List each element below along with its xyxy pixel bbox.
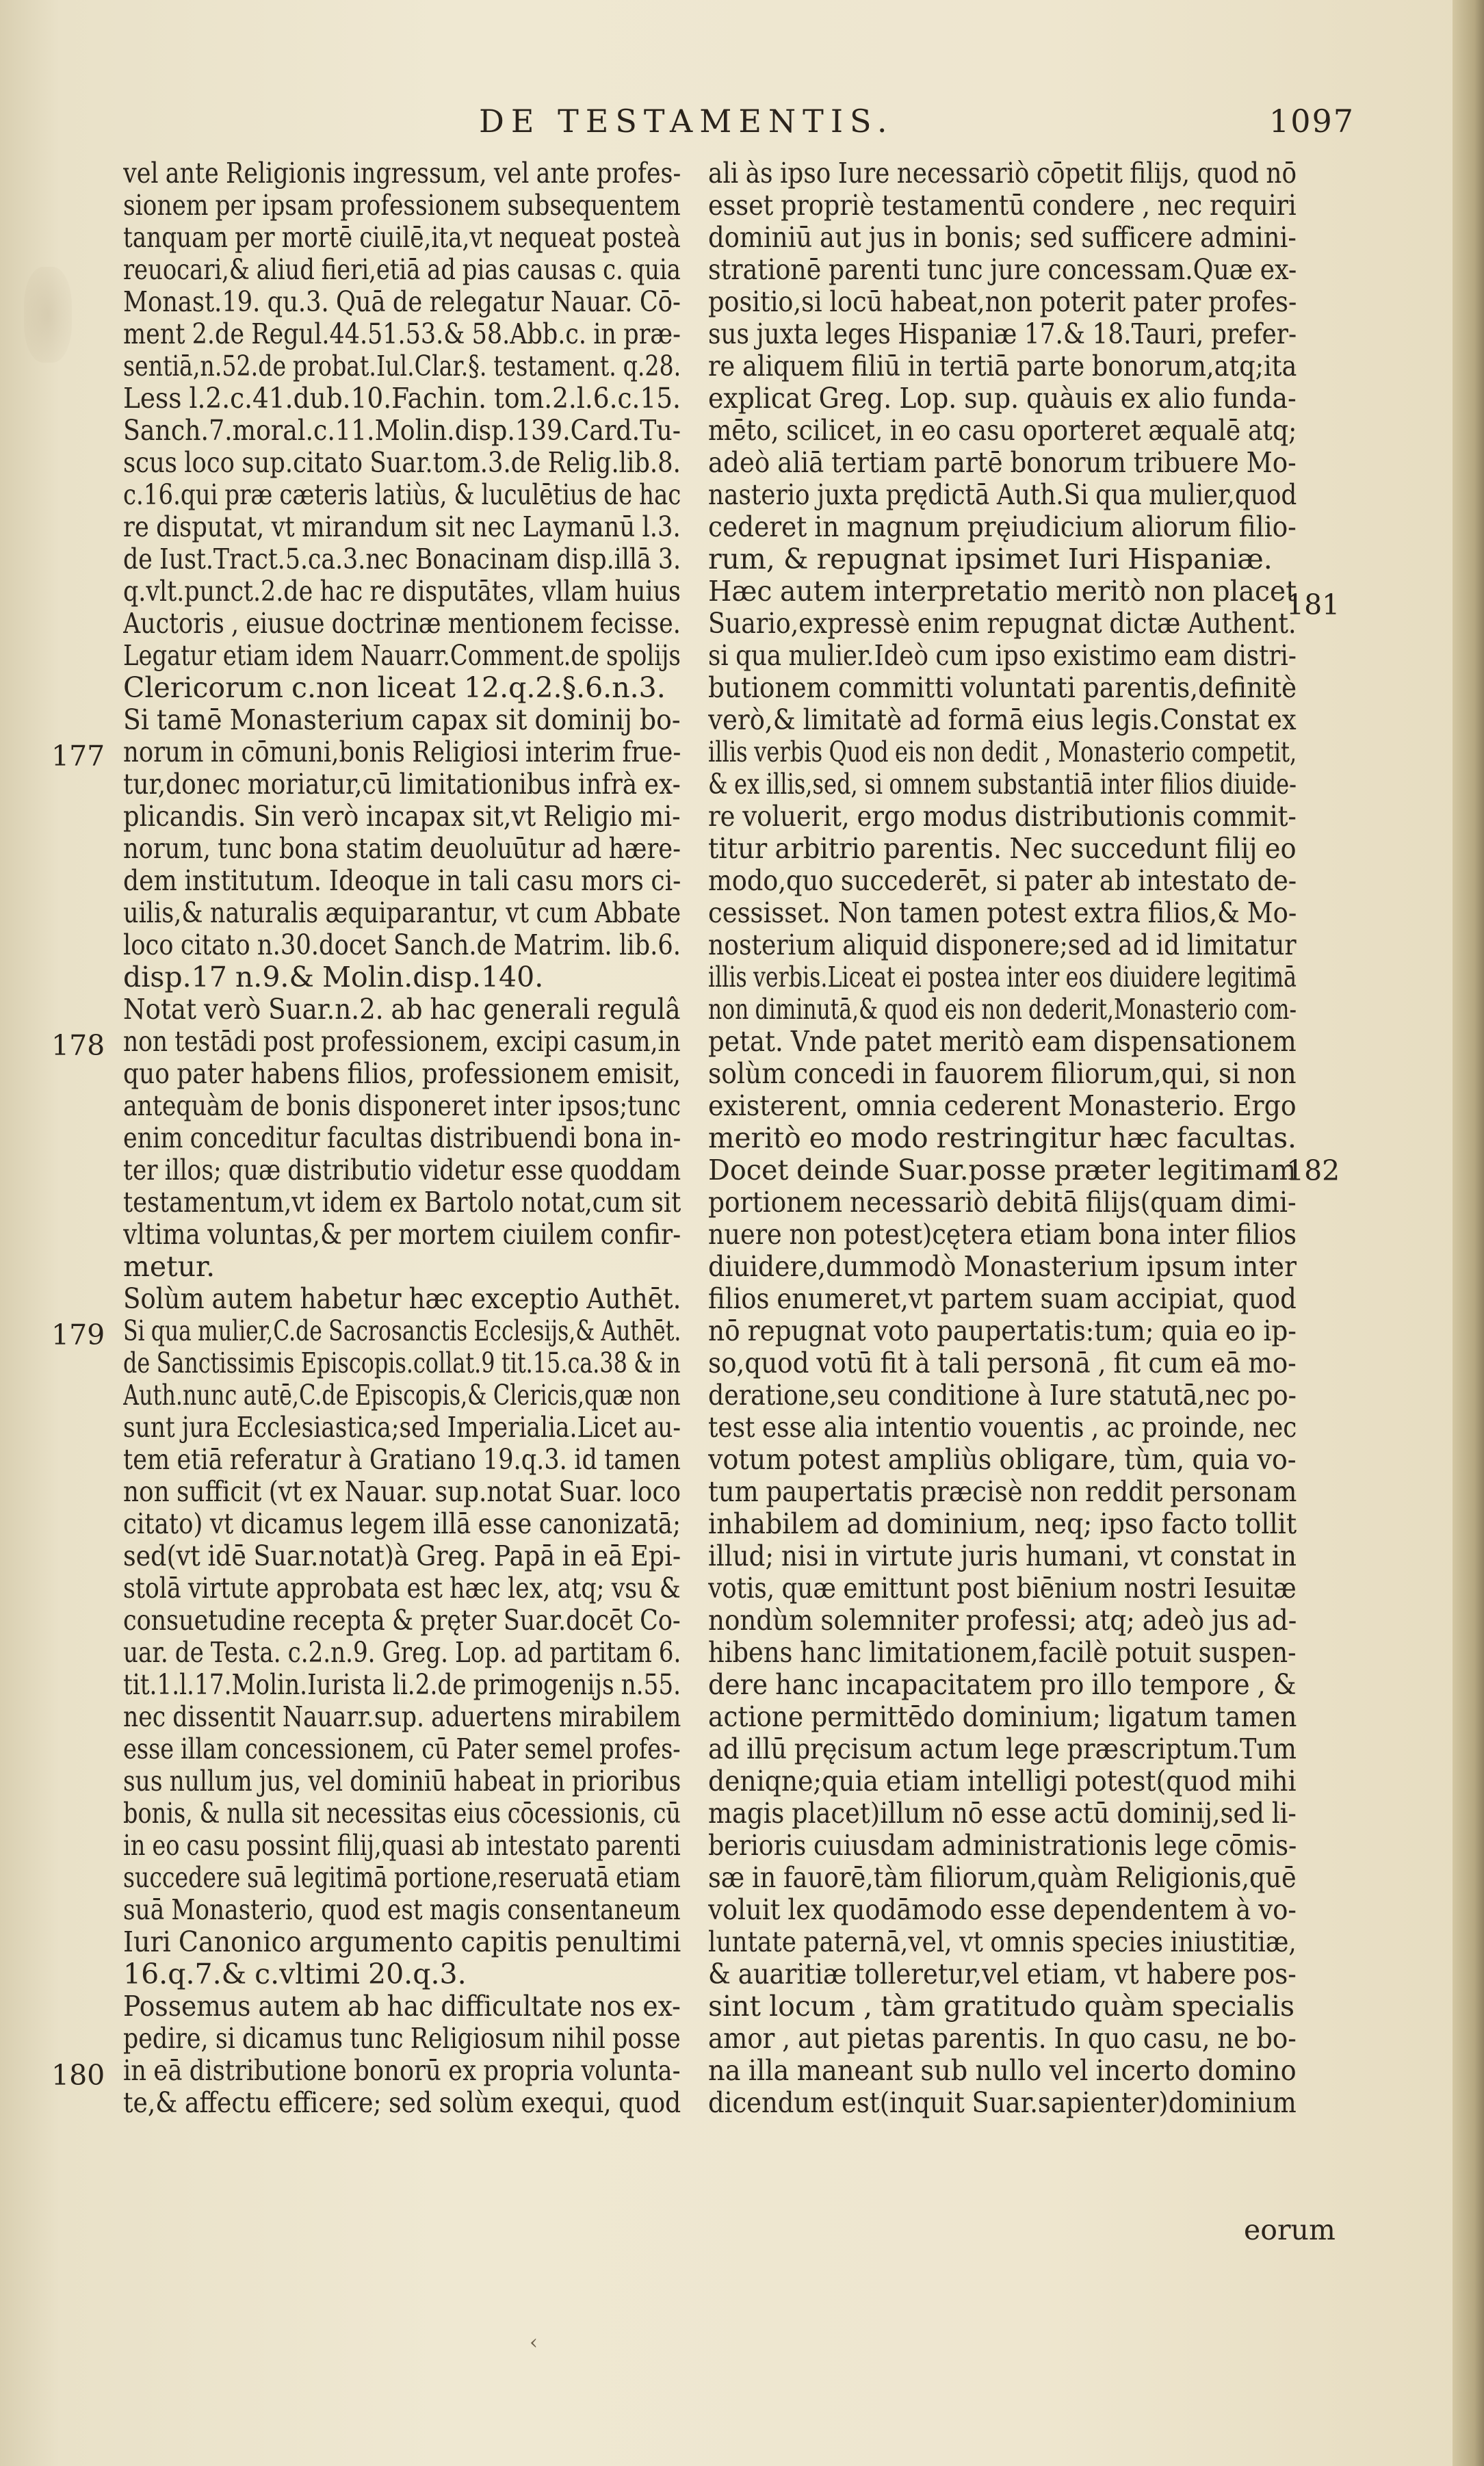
right-column-line: votis, quæ emittunt post biēnium nostri Iesuitæ — [708, 1572, 1297, 1605]
left-column-line: succedere suā legitimā portione,reseruatā etiam — [123, 1862, 681, 1894]
left-column-line: ter illos; quæ distributio videtur esse quoddam — [123, 1154, 681, 1186]
left-column-line: Legatur etiam idem Nauarr.Comment.de spolijs — [123, 640, 681, 672]
right-column-line: filios enumeret,vt partem suam accipiat, quod — [708, 1283, 1297, 1315]
right-column-line: nondùm solemniter professi; atq; adeò jus ad- — [708, 1605, 1297, 1637]
right-column-line: hibens hanc limitationem,facilè potuit suspen- — [708, 1637, 1297, 1669]
right-column-line: tum paupertatis præcisè non reddit personam — [708, 1476, 1297, 1508]
right-column-line: nosterium aliquid disponere;sed ad id limitatur — [708, 929, 1297, 961]
left-column-line: antequàm de bonis disponeret inter ipsos;tunc — [123, 1090, 681, 1122]
right-column-line: illud; nisi in virtute juris humani, vt constat in — [708, 1540, 1297, 1572]
paragraph-number-179: 179 — [51, 1319, 105, 1351]
left-column-line: quo pater habens filios, professionem emisit, — [123, 1058, 681, 1090]
paragraph-number-177: 177 — [51, 740, 105, 773]
right-column-line: adeò aliā tertiam partē bonorum tribuere Mo- — [708, 447, 1297, 479]
left-column — [123, 157, 681, 2210]
left-column-line: te,& affectu efficere; sed solùm exequi, quod — [123, 2087, 681, 2119]
left-column-line: de Sanctissimis Episcopis.collat.9 tit.15.ca.38 & in — [123, 1347, 681, 1379]
left-column-line: uilis,& naturalis æquiparantur, vt cum Abbate — [123, 897, 681, 929]
right-column-line: meritò eo modo restringitur hæc facultas. — [708, 1122, 1297, 1154]
left-column-line: Auth.nunc autē,C.de Episcopis,& Clericis,quæ non — [123, 1379, 681, 1412]
left-column-line: pedire, si dicamus tunc Religiosum nihil posse — [123, 2023, 681, 2055]
paragraph-number-180: 180 — [51, 2059, 105, 2092]
left-column-line: suā Monasterio, quod est magis consentaneum — [123, 1894, 681, 1926]
left-column-line: norum, tunc bona statim deuoluūtur ad hære- — [123, 833, 681, 865]
right-column-line: butionem committi voluntati parentis,definitè — [708, 672, 1297, 704]
running-header — [479, 103, 1355, 151]
right-column-line: dere hanc incapacitatem pro illo tempore , & — [708, 1669, 1297, 1701]
right-column-line: positio,si locū habeat,non poterit pater profes- — [708, 286, 1297, 318]
left-column-line: uar. de Testa. c.2.n.9. Greg. Lop. ad partitam 6. — [123, 1637, 681, 1669]
right-column-line: deratione,seu conditione à Iure statutā,nec po- — [708, 1379, 1297, 1412]
catchword: eorum — [1244, 2214, 1336, 2246]
right-column-line: sæ in fauorē,tàm filiorum,quàm Religionis,quē — [708, 1862, 1297, 1894]
left-column-line: Iuri Canonico argumento capitis penultimi — [123, 1926, 681, 1958]
paragraph-number-182: 182 — [1286, 1154, 1340, 1187]
left-column-line: Si qua mulier,C.de Sacrosanctis Ecclesijs,& Authēt. — [123, 1315, 681, 1347]
left-column-line: bonis, & nulla sit necessitas eius cōcessionis, cū — [123, 1797, 681, 1830]
left-column-line: disp.17 n.9.& Molin.disp.140. — [123, 961, 544, 994]
left-column-line: in eo casu possint filij,quasi ab intestato parenti — [123, 1830, 681, 1862]
right-column-line: petat. Vnde patet meritò eam dispensationem — [708, 1026, 1297, 1058]
right-column-line: Suario,expressè enim repugnat dictæ Authent. — [708, 608, 1297, 640]
right-column-line: non diminutā,& quod eis non dederit,Monasterio com- — [708, 994, 1297, 1026]
left-column-line: de Iust.Tract.5.ca.3.nec Bonacinam disp.illā 3. — [123, 543, 681, 575]
right-column-line: existerent, omnia cederent Monasterio. Ergo — [708, 1090, 1297, 1122]
right-column-line: esset propriè testamentū condere , nec requiri — [708, 190, 1297, 222]
left-column-line: consuetudine recepta & pręter Suar.docēt Co- — [123, 1605, 681, 1637]
right-column-line: explicat Greg. Lop. sup. quàuis ex alio funda- — [708, 382, 1297, 415]
right-column — [708, 157, 1297, 2210]
left-column-line: tur,donec moriatur,cū limitationibus infrà ex- — [123, 768, 681, 801]
left-column-line: scus loco sup.citato Suar.tom.3.de Relig.lib.8. — [123, 447, 681, 479]
left-column-line: testamentum,vt idem ex Bartolo notat,cum sit — [123, 1186, 681, 1219]
left-column-line: sionem per ipsam professionem subsequentem — [123, 190, 681, 222]
right-column-line: rum, & repugnat ipsimet Iuri Hispaniæ. — [708, 543, 1273, 575]
right-column-line: amor , aut pietas parentis. In quo casu, ne bo- — [708, 2023, 1297, 2055]
right-column-line: sus juxta leges Hispaniæ 17.& 18.Tauri, prefer- — [708, 318, 1297, 350]
right-column-line: diuidere,dummodò Monasterium ipsum inter — [708, 1251, 1297, 1283]
right-column-line: votum potest ampliùs obligare, tùm, quia vo- — [708, 1444, 1297, 1476]
right-column-line: nasterio juxta prędictā Auth.Si qua mulier,quod — [708, 479, 1297, 511]
right-column-line: cederet in magnum pręiudicium aliorum filio- — [708, 511, 1297, 543]
right-column-line: test esse alia intentio vouentis , ac proinde, nec — [708, 1412, 1297, 1444]
right-column-line: dicendum est(inquit Suar.sapienter)dominium — [708, 2087, 1297, 2119]
right-column-line: mēto, scilicet, in eo casu oporteret æqualē atq; — [708, 415, 1297, 447]
right-column-line: deniqne;quia etiam intelligi potest(quod mihi — [708, 1765, 1297, 1797]
left-column-line: in eā distributione bonorū ex propria volunta- — [123, 2055, 681, 2087]
left-column-line: Solùm autem habetur hæc exceptio Authēt. — [123, 1283, 681, 1315]
left-column-line: stolā virtute approbata est hæc lex, atq; vsu & — [123, 1572, 681, 1605]
paragraph-number-181: 181 — [1286, 588, 1340, 621]
right-column-line: luntate paternā,vel, vt omnis species iniustitiæ, — [708, 1926, 1297, 1958]
right-column-line: actione permittēdo dominium; ligatum tamen — [708, 1701, 1297, 1733]
left-column-line: reuocari,& aliud fieri,etiā ad pias causas c. quia — [123, 254, 681, 286]
left-column-line: dem institutum. Ideoque in tali casu mors ci- — [123, 865, 681, 897]
right-column-line: & auaritiæ tolleretur,vel etiam, vt habere pos- — [708, 1958, 1297, 1990]
left-column-line: esse illam concessionem, cū Pater semel profes- — [123, 1733, 681, 1765]
left-column-line: re disputat, vt mirandum sit nec Laymanū l.3. — [123, 511, 681, 543]
right-column-line: solùm concedi in fauorem filiorum,qui, si non — [708, 1058, 1297, 1090]
right-column-line: ali às ipso Iure necessariò cōpetit filijs, quod nō — [708, 157, 1297, 190]
left-column-line: non sufficit (vt ex Nauar. sup.notat Suar. loco — [123, 1476, 681, 1508]
left-column-line: tanquam per mortē ciuilē,ita,vt nequeat posteà — [123, 222, 681, 254]
left-column-line: sed(vt idē Suar.notat)à Greg. Papā in eā Epi- — [123, 1540, 681, 1572]
right-column-line: nuere non potest)cętera etiam bona inter filios — [708, 1219, 1297, 1251]
left-column-line: vltima voluntas,& per mortem ciuilem confir- — [123, 1219, 681, 1251]
right-column-line: nō repugnat voto paupertatis:tum; quia eo ip- — [708, 1315, 1297, 1347]
left-column-line: Possemus autem ab hac difficultate nos ex- — [123, 1990, 681, 2023]
paper-stain — [24, 267, 72, 363]
right-column-line: si qua mulier.Ideò cum ipso existimo eam distri- — [708, 640, 1297, 672]
right-column-line: magis placet)illum nō esse actū dominij,sed li- — [708, 1797, 1297, 1830]
left-column-line: Monast.19. qu.3. Quā de relegatur Nauar. Cō- — [123, 286, 681, 318]
right-column-line: & ex illis,sed, si omnem substantiā inter filios diuide- — [708, 768, 1297, 801]
left-column-line: metur. — [123, 1251, 216, 1283]
right-column-line: na illa maneant sub nullo vel incerto domino — [708, 2055, 1297, 2087]
right-column-line: inhabilem ad dominium, neq; ipso facto tollit — [708, 1508, 1297, 1540]
left-column-line: sus nullum jus, vel dominiū habeat in prioribus — [123, 1765, 681, 1797]
left-column-line: loco citato n.30.docet Sanch.de Matrim. lib.6. — [123, 929, 681, 961]
footer-mark: ‹ — [530, 2331, 538, 2354]
left-column-line: Si tamē Monasterium capax sit dominij bo- — [123, 704, 681, 736]
left-column-line: sunt jura Ecclesiastica;sed Imperialia.Licet au- — [123, 1412, 681, 1444]
left-column-line: Less l.2.c.41.dub.10.Fachin. tom.2.l.6.c.15. — [123, 382, 681, 415]
right-column-line: Docet deinde Suar.posse præter legitimam — [708, 1154, 1297, 1186]
page-number: 1097 — [1268, 103, 1355, 140]
left-column-line: Clericorum c.non liceat 12.q.2.§.6.n.3. — [123, 672, 666, 704]
left-column-line: tit.1.l.17.Molin.Iurista li.2.de primogenijs n.55. — [123, 1669, 681, 1701]
right-column-line: portionem necessariò debitā filijs(quam dimi- — [708, 1186, 1297, 1219]
left-column-line: vel ante Religionis ingressum, vel ante profes- — [123, 157, 681, 190]
left-column-line: tem etiā referatur à Gratiano 19.q.3. id tamen — [123, 1444, 681, 1476]
right-column-line: verò,& limitatè ad formā eius legis.Constat ex — [708, 704, 1297, 736]
left-column-line: enim conceditur facultas distribuendi bona in- — [123, 1122, 681, 1154]
left-column-line: sentiā,n.52.de probat.Iul.Clar.§. testament. q.28. — [123, 350, 681, 382]
left-column-line: 16.q.7.& c.vltimi 20.q.3. — [123, 1958, 467, 1990]
left-column-line: c.16.qui præ cæteris latiùs, & luculētius de hac — [123, 479, 681, 511]
paragraph-number-178: 178 — [51, 1029, 105, 1062]
right-column-line: modo,quo succederēt, si pater ab intestato de- — [708, 865, 1297, 897]
right-column-line: re voluerit, ergo modus distributionis commit- — [708, 801, 1297, 833]
right-column-line: sint locum , tàm gratitudo quàm specialis — [708, 1990, 1295, 2023]
right-column-line: strationē parenti tunc jure concessam.Quæ ex- — [708, 254, 1297, 286]
right-column-line: illis verbis Quod eis non dedit , Monasterio competit, — [708, 736, 1297, 768]
right-column-line: so,quod votū fit à tali personā , fit cum eā mo- — [708, 1347, 1297, 1379]
right-column-line: illis verbis.Liceat ei postea inter eos diuidere legitimā — [708, 961, 1297, 994]
left-column-line: plicandis. Sin verò incapax sit,vt Religio mi- — [123, 801, 681, 833]
right-column-line: dominiū aut jus in bonis; sed sufficere admini- — [708, 222, 1297, 254]
running-title: DE TESTAMENTIS. — [479, 103, 894, 140]
left-column-line: Auctoris , eiusue doctrinæ mentionem fecisse. — [123, 608, 681, 640]
right-column-line: Hæc autem interpretatio meritò non placet — [708, 575, 1297, 608]
right-column-line: voluit lex quodāmodo esse dependentem à vo- — [708, 1894, 1297, 1926]
right-column-line: cessisset. Non tamen potest extra filios,& Mo- — [708, 897, 1297, 929]
left-column-line: non testādi post professionem, excipi casum,in — [123, 1026, 681, 1058]
left-column-line: norum in cōmuni,bonis Religiosi interim frue- — [123, 736, 681, 768]
page-edge — [1453, 0, 1484, 2466]
right-column-line: berioris cuiusdam administrationis lege cōmis- — [708, 1830, 1297, 1862]
left-column-line: q.vlt.punct.2.de hac re disputātes, vllam huius — [123, 575, 681, 608]
left-column-line: ment 2.de Regul.44.51.53.& 58.Abb.c. in præ- — [123, 318, 681, 350]
right-column-line: ad illū pręcisum actum lege præscriptum.Tum — [708, 1733, 1297, 1765]
left-column-line: Notat verò Suar.n.2. ab hac generali regulâ — [123, 994, 681, 1026]
left-column-line: nec dissentit Nauarr.sup. aduertens mirabilem — [123, 1701, 681, 1733]
left-column-line: Sanch.7.moral.c.11.Molin.disp.139.Card.Tu- — [123, 415, 681, 447]
left-column-line: citato) vt dicamus legem illā esse canonizatā; — [123, 1508, 681, 1540]
right-column-line: re aliquem filiū in tertiā parte bonorum,atq;ita — [708, 350, 1297, 382]
right-column-line: titur arbitrio parentis. Nec succedunt filij eo — [708, 833, 1297, 865]
